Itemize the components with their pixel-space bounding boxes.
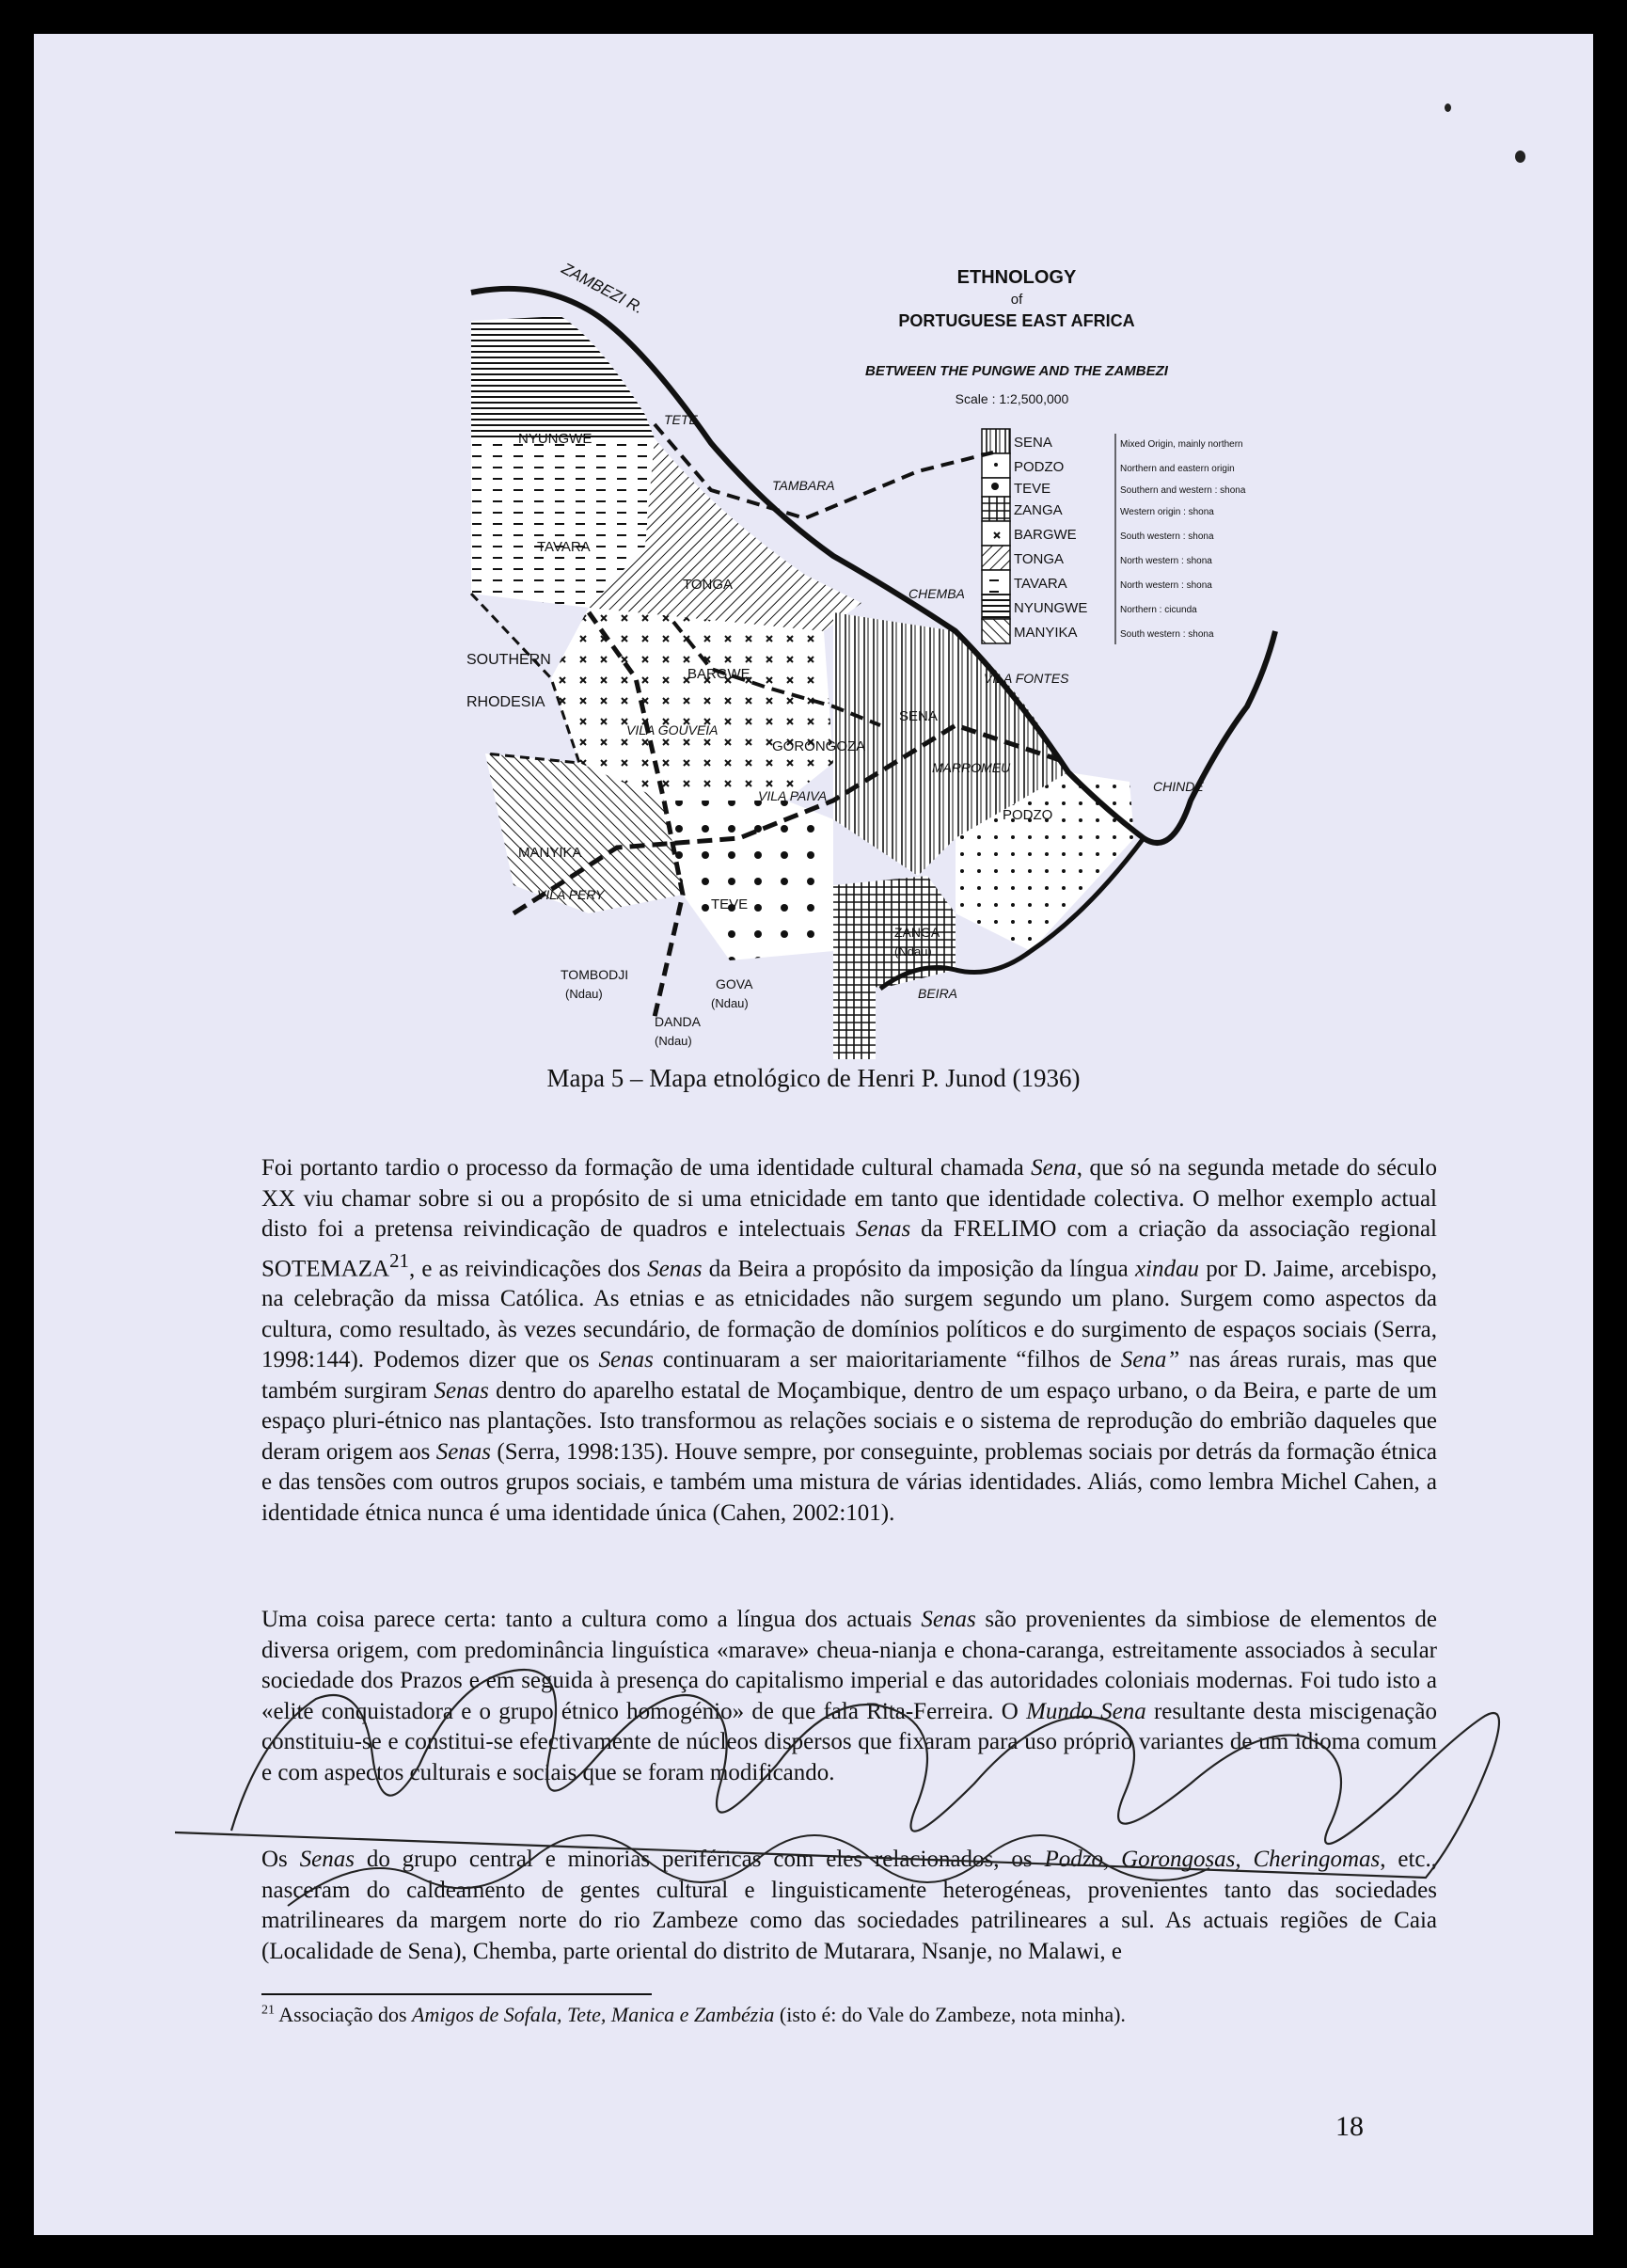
place-beira: BEIRA (918, 986, 958, 1001)
legend-swatch-manyika (982, 619, 1010, 643)
place-tavara: TAVARA (537, 539, 591, 555)
place-gova: GOVA (716, 976, 753, 991)
legend-swatch-teve (982, 478, 1010, 497)
place-tombodji: TOMBODJI (561, 967, 629, 982)
region-zanga-strip (833, 970, 876, 1059)
place-teve: TEVE (711, 896, 749, 912)
legend-desc: North western : shona (1120, 580, 1212, 591)
place-rhodesia: RHODESIA (466, 694, 545, 710)
place-tombodji-ndau: (Ndau) (565, 987, 603, 1001)
paragraph-1: Foi portanto tardio o processo da formação de uma identidade cultural chamada Sena, que só na segunda metade do século XX viu chamar sobre si ou a propósito de si uma etnicidade em tanto que identidade colectiva. O melhor exemplo actual disto foi a pretensa reivindicação de quadros e intelectuais Senas da FRELIMO com a criação da associação regional SOTEMAZA$^{21}$, e as reivindicações dos Senas da Beira a propósito da imposição da língua xindau por D. Jaime, arcebispo, na celebração da missa Católica. As etnias e as etnicidades não surgem segundo um plano. Surgem como aspectos da cultura, como resultado, às vezes secundário, de formação de domínios políticos e do surgimento de espaços sociais (Serra, 1998:144). Podemos dizer que os Senas continuaram a ser maioritariamente “filhos de Sena” nas áreas rurais, mas que também surgiram Senas dentro do aparelho estatal de Moçambique, dentro de um espaço urbano, o da Beira, e parte de um espaço pluri-étnico nas plantações. Isto transformou as relações sociais e o sistema de reprodução do embrião daqueles que deram origem aos Senas (Serra, 1998:135). Houve sempre, por conseguinte, problemas sociais por detrás da formação étnica e das tensões com outros grupos sociais, e também uma mistura de várias identidades. Aliás, como lembra Michel Cahen, a identidade étnica nunca é uma identidade única (Cahen, 2002:101). (261, 1155, 1438, 1526)
legend-name: TAVARA (1014, 576, 1067, 592)
place-nyungwe: NYUNGWE (518, 431, 592, 447)
legend-desc: South western : shona (1120, 629, 1214, 640)
place-bargwe: BARGWE (687, 666, 750, 682)
ink-speck (1445, 103, 1451, 112)
legend-name: BARGWE (1014, 527, 1077, 543)
place-marromeu: MARROMEU (932, 760, 1011, 775)
place-zambezi: ZAMBEZI R. (559, 259, 647, 318)
place-danda: DANDA (655, 1014, 702, 1029)
legend-swatch-zanga (982, 497, 1010, 521)
place-tonga: TONGA (683, 577, 734, 593)
place-manyika: MANYIKA (518, 845, 582, 861)
place-chinde: CHINDE (1153, 779, 1204, 794)
place-zanga: ZANGA (894, 925, 940, 940)
legend-name: SENA (1014, 435, 1052, 451)
legend-desc: Northern : cicunda (1120, 605, 1197, 615)
place-gorongoza: GORONGOZA (772, 738, 866, 754)
region-teve (664, 801, 833, 960)
map-region: BETWEEN THE PUNGWE AND THE ZAMBEZI (865, 363, 1168, 379)
place-gova-ndau: (Ndau) (711, 996, 749, 1010)
legend-desc: North western : shona (1120, 556, 1212, 566)
place-chemba: CHEMBA (908, 586, 965, 601)
map-title-of: of (1010, 292, 1023, 308)
ethnology-map (429, 236, 1294, 1064)
map-title: ETHNOLOGY (956, 267, 1077, 288)
place-vila-fontes: VILA FONTES (984, 671, 1069, 686)
legend-swatch-tonga (982, 546, 1010, 570)
map-subtitle: PORTUGUESE EAST AFRICA (898, 311, 1135, 330)
place-vila-gouveia: VILA GOUVEIA (626, 722, 719, 737)
place-tete: TETE (664, 412, 698, 427)
paragraph-3: Os Senas do grupo central e minorias periféricas com eles relacionados, os Podzo, Gorongosas, Cheringomas, etc., nasceram do caldeamento de gentes cultural e linguisticamente heterogéneas, provenientes tanto das sociedades matrilineares da margem norte do rio Zambeze como das sociedades patrilineares a sul. As actuais regiões de Caia (Localidade de Sena), Chemba, parte oriental do distrito de Mutarara, Nsanje, no Malawi, e (261, 1847, 1437, 1964)
place-vila-pery: VILA PERY (537, 887, 605, 902)
footnote-ref[interactable]: 21 (389, 1248, 409, 1272)
legend-desc: Northern and eastern origin (1120, 464, 1235, 474)
ink-speck (1515, 151, 1525, 163)
legend-swatch-nyungwe (982, 595, 1010, 619)
legend-desc: Southern and western : shona (1120, 485, 1246, 496)
legend-name: TONGA (1014, 551, 1065, 567)
legend-desc: South western : shona (1120, 531, 1214, 542)
legend-swatch-podzo (982, 453, 1010, 478)
map-scale: Scale : 1:2,500,000 (955, 391, 1069, 406)
region-nyungwe (471, 316, 655, 438)
legend-desc: Western origin : shona (1120, 507, 1214, 517)
place-podzo: PODZO (1003, 807, 1053, 823)
legend-name: MANYIKA (1014, 625, 1078, 641)
place-danda-ndau: (Ndau) (655, 1034, 692, 1048)
place-sena: SENA (899, 708, 938, 724)
legend-name: NYUNGWE (1014, 600, 1088, 616)
legend-name: TEVE (1014, 481, 1051, 497)
paragraph-2: Uma coisa parece certa: tanto a cultura como a língua dos actuais Senas são provenientes da simbiose de elementos de diversa origem, com predominância linguística «marave» cheua-nianja e chona-caranga, estreitamente associados à secular sociedade dos Prazos e em seguida à presença do capitalismo imperial e das autoridades coloniais modernas. Foi tudo isto a «elite conquistadora e o grupo étnico homogénio» de que fala Rita-Ferreira. O Mundo Sena resultante desta miscigenação constituiu-se e constitui-se efectivamente de núcleos dispersos que fixaram para uso próprio variantes de um idioma comum e com aspectos culturais e sociais que se foram modificando. (261, 1607, 1437, 1785)
map-legend (982, 429, 1246, 644)
place-zanga-ndau: (Ndau) (894, 944, 932, 959)
document-page (34, 34, 1593, 2235)
footnote-rule (261, 1993, 652, 1995)
legend-name: PODZO (1014, 459, 1065, 475)
footnote: $^{21}$ Associação dos Amigos de Sofala, Tete, Manica e Zambézia (isto é: do Vale do Zambeze, nota minha). (261, 2003, 1126, 2026)
legend-swatch-tavara (982, 570, 1010, 595)
legend-swatch-bargwe (982, 521, 1010, 546)
place-southern: SOUTHERN (466, 652, 551, 668)
legend-name: ZANGA (1014, 502, 1063, 518)
legend-swatch-sena (982, 429, 1010, 453)
place-vila-paiva: VILA PAIVA (758, 788, 828, 803)
legend-desc: Mixed Origin, mainly northern (1120, 439, 1243, 450)
map-caption: Mapa 5 – Mapa etnológico de Henri P. Junod (1936) (546, 1064, 1081, 1092)
place-tambara: TAMBARA (772, 478, 835, 493)
page-number: 18 (1335, 2111, 1364, 2142)
